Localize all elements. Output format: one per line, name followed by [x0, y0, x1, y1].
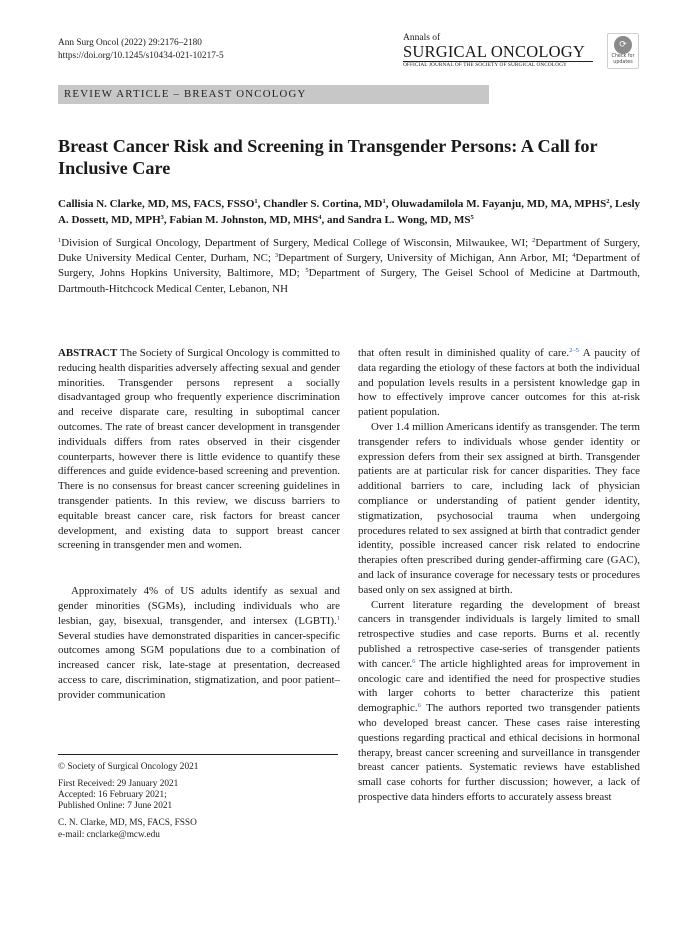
published-date: Published Online: 7 June 2021 — [58, 801, 173, 811]
copyright-notice: © Society of Surgical Oncology 2021 — [58, 762, 199, 772]
author-name: Callisia N. Clarke, MD, MS, FACS, FSSO — [58, 198, 255, 210]
affiliation-mark: 3 — [274, 252, 279, 260]
affiliation: Department of Surgery, University of Michigan, Ann Arbor, MI; — [278, 252, 569, 265]
journal-citation: Ann Surg Oncol (2022) 29:2176–2180 — [58, 38, 202, 48]
body-paragraph — [358, 598, 640, 805]
body-paragraph — [58, 584, 340, 702]
citation-link[interactable]: 1 — [336, 614, 340, 622]
affiliation-list — [58, 236, 640, 297]
bookmark-icon: ⟳ — [614, 36, 632, 54]
affiliation-mark: 5 — [305, 267, 309, 275]
affiliation-mark: 2 — [532, 237, 536, 244]
right-column — [358, 346, 640, 805]
journal-logo-annals: Annals of — [403, 33, 441, 43]
journal-logo-name: SURGICAL ONCOLOGY — [403, 43, 593, 62]
body-text: that often result in diminished quality of care. — [358, 347, 570, 359]
body-paragraph: Over 1.4 million Americans identify as transgender. The term transgender refers to individuals whose gender identity or expression defers from their sex assigned at birth. Transgender patients are at particular risk for cancer disparities. They face additional barriers to care, including lack of physician compliance or understanding of patient gender identity, stigmatization, psychosocial trauma when undergoing procedures related to sex assigned at birth that contradict gender identity, possible increased cancer risk related to endocrine therapies often prescribed during gender-affirming care (GAC), and lack of insurance coverage for necessary tests or procedures based only on sex assigned at birth. — [358, 420, 640, 596]
body-text: Current literature regarding the development of breast cancers in transgender individuals is largely limited to small retrospective studies and case reports. Burns et al. recently published a retrospective case-series of transgender patients with cancer. — [358, 598, 640, 670]
body-text: The authors reported two transgender patients who developed breast cancer. These cases raise interesting questions regarding practical and ethical decisions in hormonal therapy, breast cancer screening and surveillance in transgender breast cancer patients. Systematic reviews have established small case cohorts for further discussion; however, a lack of prospective data hinders efforts to accurately assess breast — [358, 702, 640, 803]
accepted-date: Accepted: 16 February 2021; — [58, 790, 167, 800]
affiliation-mark: 4 — [572, 252, 576, 260]
section-banner-label: REVIEW ARTICLE – BREAST ONCOLOGY — [64, 88, 307, 100]
body-text: Approximately 4% of US adults identify as sexual and gender minorities (SGMs), including individuals who are lesbian, gay, bisexual, transgender, and intersex (LGBTI). — [58, 585, 340, 627]
check-updates-line1: Check for — [611, 54, 635, 59]
journal-logo — [403, 33, 593, 77]
author-name: Oluwadamilola M. Fayanju, MD, MA, MPHS — [391, 198, 607, 210]
citation-link[interactable]: 6 — [417, 702, 421, 710]
left-column — [58, 346, 340, 703]
citation-link[interactable]: 6 — [412, 657, 416, 665]
author-affiliation-mark: 4 — [318, 214, 322, 221]
author-affiliation-mark: 3 — [160, 214, 164, 221]
received-date: First Received: 29 January 2021 — [58, 779, 179, 789]
author-name: Fabian M. Johnston, MD, MHS — [169, 214, 319, 226]
affiliation: Department of Surgery, Johns Hopkins University, Baltimore, MD; — [58, 252, 640, 280]
article-title: Breast Cancer Risk and Screening in Transgender Persons: A Call for Inclusive Care — [58, 136, 598, 178]
body-text: The article highlighted areas for improvement in oncologic care and identified the need for prospective studies with larger cohorts to better characterize this patient demographic. — [358, 657, 640, 715]
body-text: Several studies have demonstrated disparities in cancer-specific outcomes among SGM populations due to a combination of increased cancer risk, late-stage at presentation, decreased access to care, discrimination, stigmatization, and poor patient–provider communication — [58, 629, 340, 701]
footnote-divider — [58, 754, 338, 755]
authors-and: and — [326, 214, 345, 226]
affiliation: Department of Surgery, Duke University Medical Center, Durham, NC; — [58, 237, 640, 265]
check-updates-line2: updates — [613, 59, 633, 65]
body-text: A paucity of data regarding the etiology of these factors at both the individual and population levels results in a persistent knowledge gap in how to effectively improve cancer outcomes for this at-risk patient population. — [358, 347, 640, 419]
author-name: Lesly A. Dossett, MD, MPH — [58, 198, 641, 226]
author-affiliation-mark: 1 — [254, 198, 258, 205]
check-for-updates-button[interactable] — [607, 33, 639, 69]
affiliation-mark: 1 — [58, 237, 62, 244]
author-name: Chandler S. Cortina, MD — [263, 198, 383, 210]
abstract-label: ABSTRACT — [58, 347, 118, 359]
author-list: Callisia N. Clarke, MD, MS, FACS, FSSO$^1$, Chandler S. Cortina, $MD^1$, Oluwadamilola M. Fayanju, MD, MA, MPHS$^2$, Lesly A. Dossett, MD, MPH$^3$, Fabian M. Johnston, MD, MHS$^4$, and Sandra L. Wong, MD, $MS^5$ — [58, 198, 641, 226]
author-name: Sandra L. Wong, MD, MS — [347, 214, 471, 226]
abstract — [58, 346, 340, 553]
author-affiliation-mark: 5 — [470, 214, 474, 221]
author-affiliation-mark: 2 — [606, 198, 610, 205]
journal-logo-subtitle: OFFICIAL JOURNAL OF THE SOCIETY OF SURGICAL ONCOLOGY — [403, 62, 567, 68]
citation-link[interactable]: 2–5 — [569, 347, 579, 354]
body-paragraph — [358, 346, 640, 420]
abstract-text: The Society of Surgical Oncology is committed to reducing health disparities adversely affecting sexual and gender minorities. Transgender persons represent a socially disadvantaged group who frequently experience discrimination and receive disparate care, resulting in suboptimal cancer outcomes. The rate of breast cancer development in transgender individuals differs from rates observed in their cisgender counterparts, however there is little evidence to quantify these differences and guide evidence-based screening and prevention. There is no consensus for breast cancer screening guidelines in transgender patients. In this review, we discuss barriers to equitable breast cancer care, risk factors for breast cancer development, and existing data to support breast cancer screening in transgender men and women. — [58, 347, 341, 552]
affiliation: Department of Surgery, The Geisel School of Medicine at Dartmouth, Dartmouth-Hitchcock Medical Center, Lebanon, NH — [58, 267, 640, 295]
doi-link[interactable]: https://doi.org/10.1245/s10434-021-10217-5 — [58, 51, 224, 61]
corresponding-email[interactable]: e-mail: cnclarke@mcw.edu — [58, 830, 160, 840]
section-banner — [58, 85, 489, 104]
affiliation: Division of Surgical Oncology, Department of Surgery, Medical College of Wisconsin, Milwaukee, WI; — [61, 237, 529, 249]
author-affiliation-mark: 1 — [382, 198, 386, 205]
corresponding-author: C. N. Clarke, MD, MS, FACS, FSSO — [58, 818, 197, 828]
